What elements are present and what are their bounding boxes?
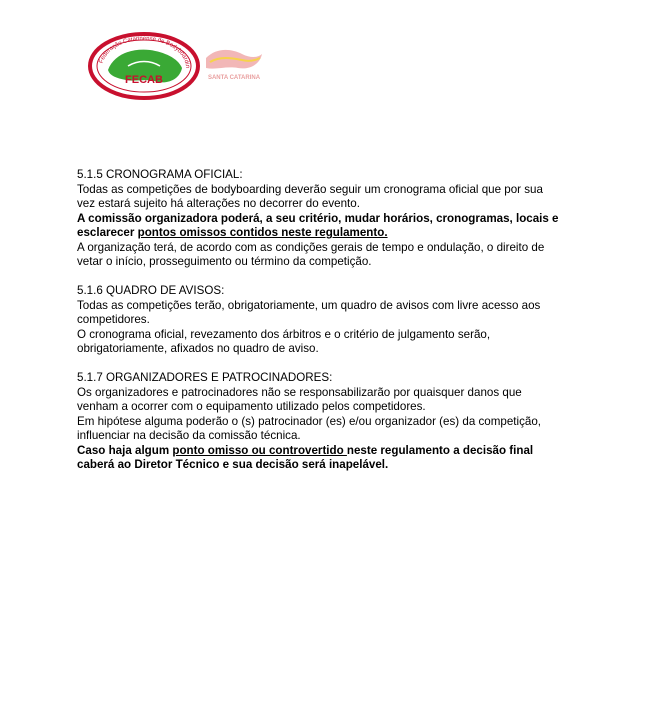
s517-p3-text-pre: Caso haja algum — [77, 443, 173, 457]
s516-p2-line1: O cronograma oficial, revezamento dos árbitros e o critério de julgamento serão, — [77, 327, 491, 341]
s517-p1-line2: venham a ocorrer com o equipamento utilizado pelos competidores. — [77, 400, 426, 413]
s516-p1-line1: Todas as competições terão, obrigatoriamente, um quadro de avisos com livre acesso aos — [77, 298, 541, 312]
s517-p1-line1: Os organizadores e patrocinadores não se responsabilizarão por quaisquer danos que — [77, 385, 522, 399]
s517-p3-text-post: neste regulamento a decisão final — [346, 443, 534, 457]
section-5-1-5-heading: 5.1.5 CRONOGRAMA OFICIAL: — [77, 168, 243, 181]
document-body — [77, 168, 587, 473]
s517-p3-line1 — [77, 444, 587, 459]
fecab-text: FECAB — [125, 74, 163, 86]
s517-p2-line2: influenciar na decisão da comissão técnica. — [77, 429, 301, 442]
section-5-1-7-heading: 5.1.7 ORGANIZADORES E PATROCINADORES: — [77, 371, 333, 384]
s515-p2-line1: A comissão organizadora poderá, a seu critério, mudar horários, cronogramas, locais e — [77, 211, 559, 225]
s515-p3-line2: vetar o início, prosseguimento ou término da competição. — [77, 255, 372, 268]
s517-p2-line1: Em hipótese alguma poderão o (s) patrocinador (es) e/ou organizador (es) da competição, — [77, 414, 541, 428]
s515-p2-underlined: pontos omissos contidos neste regulamento. — [137, 226, 388, 239]
s515-p3-line1: A organização terá, de acordo com as condições gerais de tempo e ondulação, o direito de — [77, 240, 545, 254]
s515-p1-line2: vez estará sujeito há alterações no decorrer do evento. — [77, 197, 360, 210]
santa-catarina-text: SANTA CATARINA — [207, 75, 261, 81]
fecab-ring-text: Federação Catarinense de Bodyboardin — [98, 35, 191, 69]
s516-p2-line2: obrigatoriamente, afixados no quadro de aviso. — [77, 342, 319, 355]
s517-p3-underlined: ponto omisso ou controvertido — [172, 443, 347, 457]
fecab-logo — [88, 32, 200, 100]
s517-p3-line2: caberá ao Diretor Técnico e sua decisão será inapelável. — [77, 458, 389, 471]
s516-p1-line2: competidores. — [77, 313, 150, 326]
s515-p1-line1: Todas as competições de bodyboarding deverão seguir um cronograma oficial que por sua — [77, 182, 543, 196]
s515-p2-text: esclarecer — [77, 226, 138, 239]
s515-p2-line2 — [77, 226, 587, 241]
santa-catarina-logo — [202, 44, 266, 84]
section-5-1-6-heading: 5.1.6 QUADRO DE AVISOS: — [77, 284, 225, 297]
